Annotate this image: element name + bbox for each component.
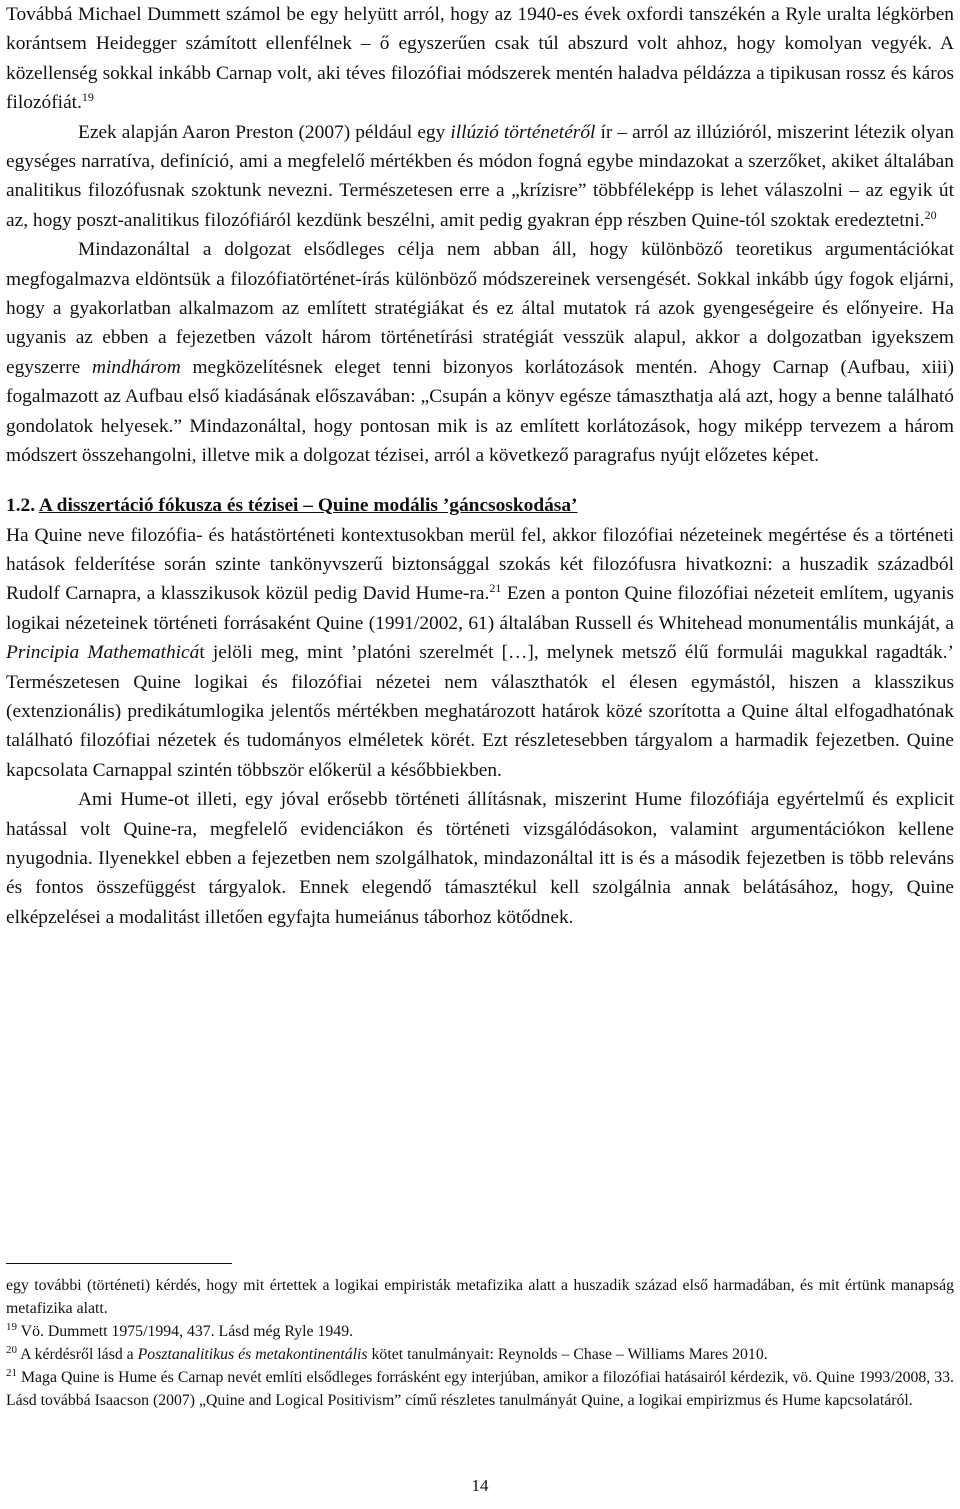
footnote-text: Maga Quine is Hume és Carnap nevét említi elsődleges forrásként egy interjúban, amikor a filozófiai hatásairól kérdezik, vö. Quine 1993/2008, 33. Lásd továbbá Isaacson (2007) „Quine and Logical Positivism” című részletes tanulmányát Quine, a logikai empirizmus és Hume kapcsolatáról. [6, 1369, 954, 1409]
footnote-ref-21[interactable]: 21 [489, 581, 502, 596]
paragraph-text: Ezen a ponton Quine filozófiai nézeteit említem, ugyanis logikai nézeteinek történeti forrásaként Quine (1991/2002, 61) általában Russell és Whitehead monumentális munkáját, a [6, 583, 955, 634]
section-title: A disszertáció fókusza és tézisei – Quine modális ’gáncsoskodása’ [38, 494, 578, 516]
footnote-text: egy további (történeti) kérdés, hogy mit értettek a logikai empiristák metafizika alatt a huszadik század első harmadában, és mit értünk manapság metafizika alatt. [6, 1277, 954, 1317]
footnote-19 [6, 1320, 954, 1343]
footnote-number: 20 [6, 1344, 17, 1356]
paragraph-text: ír – arról az illúzióról, miszerint létezik olyan egységes narratíva, definíció, ami a megfelelő mértékben és módon fogná egybe mindazokat a szerzőket, akiket általában analitikus filozófusnak szoktunk nevezni. Természetesen erre a „krízisre” többféleképp is lehet válaszolni – az egyik út az, hogy poszt-analitikus filozófiáról kezdünk beszélni, amit pedig gyakran épp részben Quine-tól szoktak eredeztetni. [6, 121, 954, 231]
footnote-20 [6, 1343, 954, 1366]
footnote-text: A kérdésről lásd a [17, 1346, 138, 1363]
footnote-text: kötet tanulmányait: Reynolds – Chase – Williams Mares 2010. [367, 1346, 768, 1363]
page-number: 14 [471, 1476, 489, 1495]
paragraph-method [6, 235, 954, 470]
section-number: 1.2. [6, 494, 39, 516]
main-text [6, 0, 954, 932]
document-page [6, 0, 954, 1509]
section-heading [6, 491, 954, 521]
footnote-number: 21 [6, 1367, 17, 1379]
paragraph-text: Továbbá Michael Dummett számol be egy helyütt arról, hogy az 1940-es évek oxfordi tanszékén a Ryle uralta légkörben korántsem Heidegger számított ellenfélnek – ő egyszerűen csak túl abszurd volt ahhoz, hogy komolyan vegyék. A közellenség sokkal inkább Carnap volt, aki téves filozófiai módszerek mentén haladva példázza a tipikusan rossz és káros filozófiát. [6, 4, 954, 114]
paragraph-preston [6, 118, 954, 236]
paragraph-dummett [6, 0, 954, 118]
footnote-emphasis: Posztanalitikus és metakontinentális [137, 1346, 368, 1363]
emphasis-text: mindhárom [92, 356, 181, 378]
emphasis-text: illúzió történetéről [450, 121, 596, 143]
footnote-number: 19 [6, 1321, 17, 1333]
footnote-separator [6, 1263, 232, 1264]
footnote-continued [6, 1274, 954, 1320]
paragraph-text: Mindazonáltal a dolgozat elsődleges célja nem abban áll, hogy különböző teoretikus argumentációkat megfogalmazva eldöntsük a filozófiatörténet-írás különböző módszereinek versengését. Sokkal inkább úgy fogok eljárni, hogy a gyakorlatban alkalmazom az említett stratégiákat és ez által mutatok rá azok gyengeségeire és előnyeire. Ha ugyanis az ebben a fejezetben vázolt három történetírási stratégiát vesszük alapul, akkor a dolgozatban igyekszem egyszerre [6, 239, 954, 378]
paragraph-text: Ha Quine neve filozófia- és hatástörténeti kontextusokban merül fel, akkor filozófiai nézeteinek megértése és a történeti hatások felderítése során szinte tankönyvszerű biztonsággal szokás két filozófusra hivatkozni: a huszadik századból Rudolf Carnapra, a klasszikusok közül pedig David Hume-ra. [6, 524, 954, 605]
paragraph-quine [6, 521, 954, 786]
paragraph-text: Ami Hume-ot illeti, egy jóval erősebb történeti állításnak, miszerint Hume filozófiája egyértelmű és explicit hatással volt Quine-ra, megfelelő evidenciákon és történeti vizsgálódásokon, valamint argumentációkon kellene nyugodnia. Ilyenekkel ebben a fejezetben nem szolgálhatok, mindazonáltal itt is és a második fejezetben is több releváns és fontos összefüggést tárgyalok. Ennek elegendő támasztékul kell szolgálnia annak belátásához, hogy, Quine elképzelései a modalitást illetően egyfajta humeiánus táborhoz kötődnek. [6, 789, 954, 928]
footnote-text: Vö. Dummett 1975/1994, 437. Lásd még Ryle 1949. [17, 1323, 354, 1340]
footnotes [6, 1274, 954, 1412]
paragraph-text: Ezek alapján Aaron Preston (2007) például egy [78, 121, 451, 143]
emphasis-text: Principia Mathemathicá [6, 642, 200, 664]
paragraph-text: megközelítésnek eleget tenni bizonyos korlátozások mentén. Ahogy Carnap (Aufbau, xiii) fogalmazott az Aufbau első kiadásának előszavában: „Csupán a könyv egésze támaszthatja alá azt, hogy a benne található gondolatok helyesek.” Mindazonáltal, hogy pontosan mik is az említett korlátozások, hogy miképp tervezem a három módszert összehangolni, illetve mik a dolgozat tézisei, arról a következő paragrafus nyújt előzetes képet. [6, 356, 954, 467]
footnote-ref-19[interactable]: 19 [81, 90, 94, 105]
paragraph-text: t jelöli meg, mint ’platóni szerelmét […], melynek metsző élű formulái magukkal ragadták.’ Természetesen Quine logikai és filozófiai nézetei nem választhatók el élesen egymástól, hiszen a klasszikus (extenzionális) predikátumlogika jelentős mértékben meghatározott határok közé szorította a Quine által elfogadhatónak található filozófiai nézetek és tudományos elméletek körét. Ezt részletesebben tárgyalom a harmadik fejezetben. Quine kapcsolata Carnappal szintén többször előkerül a későbbiekben. [6, 642, 954, 781]
paragraph-hume [6, 785, 954, 932]
footnote-ref-20[interactable]: 20 [924, 207, 937, 222]
footnote-21 [6, 1366, 954, 1412]
